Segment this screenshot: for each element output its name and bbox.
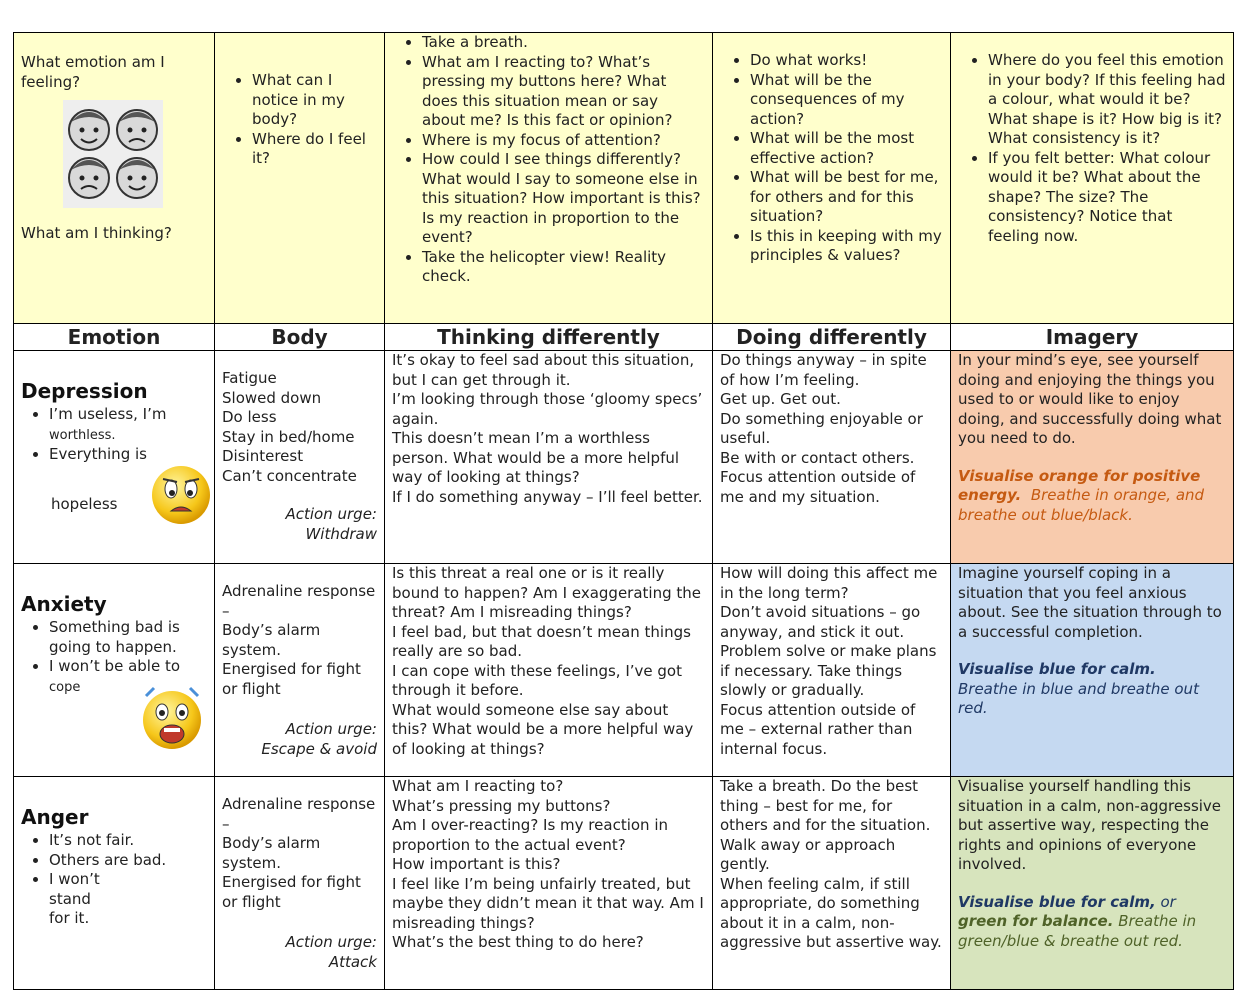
- action-urge: Action urge: Escape & avoid: [261, 720, 377, 758]
- thinking-line: I can cope with these feelings, I’ve got through it before.: [392, 661, 682, 699]
- thinking-line: Is this threat a real one or is it really bound to happen? Am I exaggerating the threat? Am I misreading things?: [392, 564, 701, 621]
- list-item: • I won’t stand for it.: [49, 870, 109, 929]
- depression-thought-end: hopeless: [51, 494, 118, 513]
- doing-line: Be with or contact others.: [720, 448, 915, 467]
- list-item: • Where do I feel it?: [252, 130, 377, 169]
- anger-thinking-cell: [385, 777, 713, 990]
- body-line: Slowed down: [222, 388, 322, 407]
- header-doing: Doing differently: [713, 324, 951, 351]
- list-item: • How could I see things differently? What would I say to someone else in this situation? How important is this? Is my reaction in proportion to the event?: [422, 150, 705, 248]
- anxiety-doing-cell: [713, 564, 951, 777]
- list-item: • Something bad is going to happen.: [49, 618, 207, 657]
- thinking-line: What would someone else say about this? What would be a more helpful way of looking at things?: [392, 700, 694, 758]
- question-thinking: What am I thinking?: [21, 224, 172, 242]
- four-faces-icon: [63, 100, 163, 208]
- list-item: • If you felt better: What colour would it be? What about the shape? The size? The consistency? Notice that feeling now.: [988, 149, 1226, 247]
- anxiety-row: [14, 564, 1234, 777]
- anger-thoughts: [21, 831, 207, 929]
- anger-imagery-cell: [951, 777, 1234, 990]
- body-line: Energised for fight or flight: [222, 660, 361, 698]
- header-emotion: Emotion: [14, 324, 215, 351]
- doing-line: Problem solve or make plans if necessary. Take things slowly or gradually.: [720, 642, 937, 699]
- prompt-doing-cell: [713, 33, 951, 324]
- prompt-emotion-cell: [14, 33, 215, 324]
- imagery-visualise: Visualise orange for positive energy. Breathe in orange, and breathe out blue/black.: [958, 466, 1205, 524]
- anxiety-body-cell: [215, 564, 385, 777]
- doing-line: Don’t avoid situations – go anyway, and stick it out.: [720, 603, 921, 641]
- header-body: Body: [215, 324, 385, 351]
- anger-body-cell: [215, 777, 385, 990]
- depression-row: [14, 351, 1234, 564]
- list-item: • Where do you feel this emotion in your body? If this feeling had a colour, what would it be? What shape is it? How big is it? What consistency is it?: [988, 51, 1226, 149]
- thinking-line: How important is this?: [392, 855, 561, 873]
- list-item: • Take the helicopter view! Reality check.: [422, 248, 705, 287]
- imagery-prompt-list: [958, 51, 1226, 246]
- anger-title: Anger: [21, 805, 89, 829]
- body-line: Body’s alarm system.: [222, 834, 321, 872]
- anxiety-thinking-cell: [385, 564, 713, 777]
- list-item: • Others are bad.: [49, 851, 207, 871]
- emotion-worksheet-table: [13, 32, 1234, 990]
- body-line: Body’s alarm system.: [222, 621, 321, 659]
- body-prompt-list: [222, 71, 377, 169]
- worried-smiley-icon: [150, 463, 212, 533]
- imagery-text: In your mind’s eye, see yourself doing and enjoying the things you used to or would like to enjoy doing, and successfully doing what you need to do.: [958, 351, 1222, 447]
- thinking-line: It’s okay to feel sad about this situation, but I can get through it.: [392, 351, 695, 389]
- prompt-imagery-cell: [951, 33, 1234, 324]
- prompt-row: [14, 33, 1234, 324]
- doing-line: When feeling calm, if still appropriate, do something about it in a calm, non-aggressive but assertive way.: [720, 874, 942, 951]
- thinking-line: I feel like I’m being unfairly treated, but maybe they didn’t mean it that way. Am I misreading things?: [392, 874, 704, 932]
- anxiety-emotion-cell: [14, 564, 215, 777]
- list-item: • Where is my focus of attention?: [422, 131, 705, 151]
- imagery-text: Visualise yourself handling this situation in a calm, non-aggressive but assertive way, respecting the rights and opinions of everyone involved.: [958, 777, 1222, 873]
- action-urge: Action urge: Withdraw: [285, 505, 377, 543]
- question-emotion: What emotion am I feeling?: [21, 53, 165, 91]
- list-item: • I’m useless, I’m worthless.: [49, 405, 207, 445]
- depression-title: Depression: [21, 379, 148, 403]
- doing-line: Focus attention outside of me – external rather than internal focus.: [720, 700, 916, 758]
- list-item: • What am I reacting to? What’s pressing my buttons here? What does this situation mean or say about me? Is this fact or opinion?: [422, 53, 705, 131]
- body-line: Fatigue: [222, 369, 277, 387]
- thinking-prompt-list: [392, 33, 705, 287]
- list-item: • What will be the most effective action?: [750, 129, 943, 168]
- depression-emotion-cell: [14, 351, 215, 564]
- body-line: Can’t concentrate: [222, 466, 357, 485]
- body-line: Disinterest: [222, 447, 304, 465]
- anger-emotion-cell: [14, 777, 215, 990]
- thinking-line: What’s the best thing to do here?: [392, 933, 644, 951]
- doing-line: Take a breath. Do the best thing – best for me, for others and for the situation. Walk away or approach gently.: [720, 777, 931, 873]
- anxiety-imagery-cell: [951, 564, 1234, 777]
- body-line: Adrenaline response –: [222, 795, 376, 833]
- imagery-text: Imagine yourself coping in a situation that you feel anxious about. See the situation through to a successful completion.: [958, 564, 1222, 641]
- doing-line: Do something enjoyable or useful.: [720, 409, 923, 447]
- list-item: • I won’t be able to cope: [49, 657, 207, 697]
- action-urge: Action urge: Attack: [285, 933, 377, 971]
- thinking-line: If I do something anyway – I’ll feel better.: [392, 487, 703, 506]
- anger-doing-cell: [713, 777, 951, 990]
- depression-thoughts: [21, 405, 207, 465]
- body-line: Adrenaline response –: [222, 582, 376, 620]
- body-line: Stay in bed/home: [222, 427, 355, 446]
- thinking-line: What am I reacting to?: [392, 777, 564, 795]
- header-imagery: Imagery: [951, 324, 1234, 351]
- header-row: [14, 324, 1234, 351]
- list-item: • Is this in keeping with my principles & values?: [750, 227, 943, 266]
- doing-line: Focus attention outside of me and my situation.: [720, 468, 916, 506]
- depression-thinking-cell: [385, 351, 713, 564]
- thinking-line: This doesn’t mean I’m a worthless person. What would be a more helpful way of looking at things?: [392, 429, 680, 486]
- prompt-body-cell: [215, 33, 385, 324]
- scared-smiley-icon: [140, 684, 204, 758]
- list-item: • What will be best for me, for others and for this situation?: [750, 168, 943, 227]
- thinking-line: Am I over-reacting? Is my reaction in proportion to the actual event?: [392, 816, 668, 854]
- body-line: Energised for fight or flight: [222, 873, 361, 911]
- list-item: • What will be the consequences of my action?: [750, 71, 943, 130]
- prompt-thinking-cell: [385, 33, 713, 324]
- thinking-line: What’s pressing my buttons?: [392, 796, 611, 815]
- list-item: • Do what works!: [750, 51, 943, 71]
- depression-body-cell: [215, 351, 385, 564]
- list-item: • It’s not fair.: [49, 831, 207, 851]
- imagery-visualise: Visualise blue for calm, or green for balance. Breathe in green/blue & breathe out red.: [958, 892, 1197, 950]
- anxiety-title: Anxiety: [21, 592, 107, 616]
- doing-line: Do things anyway – in spite of how I’m feeling.: [720, 351, 927, 389]
- thinking-line: I feel bad, but that doesn’t mean things really are so bad.: [392, 622, 691, 660]
- doing-line: How will doing this affect me in the long term?: [720, 564, 938, 602]
- list-item: • What can I notice in my body?: [252, 71, 377, 130]
- doing-prompt-list: [720, 51, 943, 266]
- thinking-line: I’m looking through those ‘gloomy specs’ again.: [392, 390, 703, 428]
- depression-doing-cell: [713, 351, 951, 564]
- body-line: Do less: [222, 408, 277, 426]
- doing-line: Get up. Get out.: [720, 390, 841, 408]
- list-item: • Take a breath.: [422, 33, 705, 53]
- list-item: • Everything is: [49, 445, 207, 465]
- depression-imagery-cell: [951, 351, 1234, 564]
- anger-row: [14, 777, 1234, 990]
- header-thinking: Thinking differently: [385, 324, 713, 351]
- imagery-visualise: Visualise blue for calm. Breathe in blue and breathe out red.: [958, 660, 1199, 717]
